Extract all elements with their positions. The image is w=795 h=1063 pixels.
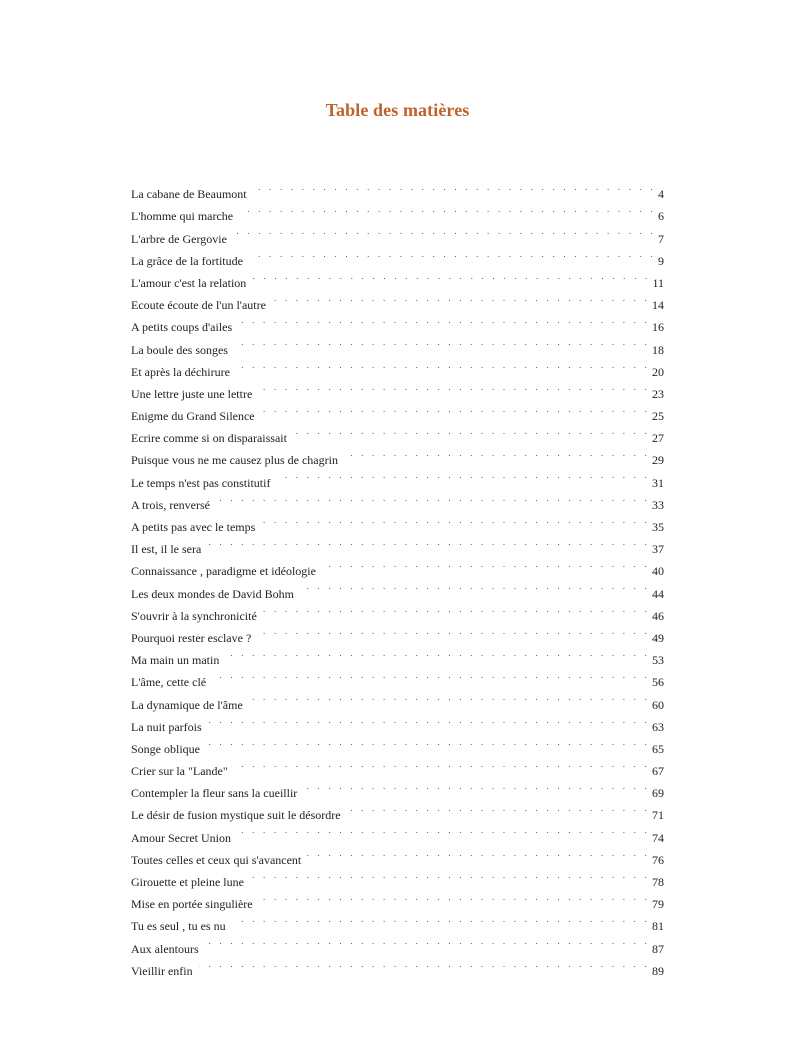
- toc-entry-title: La boule des songes: [131, 339, 234, 361]
- toc-leader-dots: [322, 553, 650, 575]
- toc-entry-title: Amour Secret Union: [131, 827, 237, 849]
- toc-leader-dots: [253, 176, 656, 198]
- toc-leader-dots: [258, 376, 650, 398]
- toc-entry-page-number: 63: [650, 716, 664, 738]
- toc-leader-dots: [261, 509, 650, 531]
- toc-leader-dots: [238, 309, 650, 331]
- toc-leader-dots: [307, 842, 650, 864]
- toc-entry-page-number: 53: [650, 649, 664, 671]
- toc-leader-dots: [263, 598, 650, 620]
- toc-leader-dots: [347, 797, 650, 819]
- toc-entry-title: Crier sur la "Lande": [131, 760, 234, 782]
- toc-entry[interactable]: [131, 953, 664, 978]
- toc-entry-title: Le temps n'est pas constitutif: [131, 472, 276, 494]
- toc-entry-title: Les deux mondes de David Bohm: [131, 583, 300, 605]
- toc-entry-page-number: 18: [650, 339, 664, 361]
- toc-leader-dots: [272, 287, 650, 309]
- toc-entry-title: Une lettre juste une lettre: [131, 383, 258, 405]
- toc-entry-title: A petits pas avec le temps: [131, 516, 261, 538]
- toc-leader-dots: [234, 331, 650, 353]
- toc-entry-title: Girouette et pleine lune: [131, 871, 250, 893]
- toc-leader-dots: [239, 198, 656, 220]
- toc-entry-page-number: 44: [650, 583, 664, 605]
- toc-entry-page-number: 81: [650, 915, 664, 937]
- toc-entry-page-number: 87: [650, 938, 664, 960]
- toc-entry[interactable]: [131, 731, 664, 756]
- toc-leader-dots: [249, 243, 656, 265]
- toc-leader-dots: [293, 420, 650, 442]
- toc-leader-dots: [234, 753, 650, 775]
- toc-entry-title: Le désir de fusion mystique suit le désordre: [131, 804, 347, 826]
- toc-entry-title: Songe oblique: [131, 738, 206, 760]
- toc-entry-title: Pourquoi rester esclave ?: [131, 627, 257, 649]
- toc-entry-page-number: 14: [650, 294, 664, 316]
- toc-entry-title: L'âme, cette clé: [131, 671, 212, 693]
- toc-entry-page-number: 7: [656, 228, 664, 250]
- toc-leader-dots: [276, 464, 650, 486]
- toc-leader-dots: [225, 642, 650, 664]
- toc-entry[interactable]: [131, 753, 664, 779]
- toc-entry[interactable]: [131, 553, 664, 579]
- toc-entry-title: Mise en portée singulière: [131, 893, 259, 915]
- toc-entry-title: La nuit parfois: [131, 716, 208, 738]
- toc-entry-page-number: 6: [656, 205, 664, 227]
- toc-leader-dots: [344, 442, 650, 464]
- toc-leader-dots: [250, 864, 650, 886]
- toc-entry-page-number: 27: [650, 427, 664, 449]
- toc-entry[interactable]: [131, 930, 664, 956]
- toc-entry-page-number: 4: [656, 183, 664, 205]
- toc-entry-page-number: 31: [650, 472, 664, 494]
- toc-leader-dots: [207, 531, 650, 553]
- toc-entry-title: Vieillir enfin: [131, 960, 199, 982]
- toc-leader-dots: [206, 731, 650, 753]
- toc-entry-page-number: 78: [650, 871, 664, 893]
- toc-leader-dots: [259, 886, 650, 908]
- toc-entry-page-number: 9: [656, 250, 664, 272]
- toc-entry-title: A petits coups d'ailes: [131, 316, 238, 338]
- toc-entry-title: Ecrire comme si on disparaissait: [131, 427, 293, 449]
- toc-entry-page-number: 67: [650, 760, 664, 782]
- toc-entry[interactable]: [131, 531, 664, 557]
- toc-leader-dots: [216, 487, 650, 509]
- toc-entry-page-number: 79: [650, 893, 664, 915]
- toc-entry-page-number: 60: [650, 694, 664, 716]
- page-title: Table des matières: [325, 100, 470, 120]
- toc-entry-page-number: 37: [650, 538, 664, 560]
- toc-entry-page-number: 89: [650, 960, 664, 982]
- toc-leader-dots: [261, 398, 650, 420]
- toc-leader-dots: [236, 354, 650, 376]
- toc-entry-title: La cabane de Beaumont: [131, 183, 253, 205]
- toc-entry-title: Toutes celles et ceux qui s'avancent: [131, 849, 307, 871]
- toc-leader-dots: [233, 220, 656, 242]
- toc-entry-title: A trois, renversé: [131, 494, 216, 516]
- toc-entry-title: Aux alentours: [131, 938, 205, 960]
- toc-entry-page-number: 29: [650, 449, 664, 471]
- toc-entry-page-number: 46: [650, 605, 664, 627]
- toc-entry-title: L'homme qui marche: [131, 205, 239, 227]
- toc-leader-dots: [232, 908, 650, 930]
- toc-entry-page-number: 69: [650, 782, 664, 804]
- toc-entry-page-number: 74: [650, 827, 664, 849]
- toc-leader-dots: [212, 664, 650, 686]
- toc-entry-page-number: 56: [650, 671, 664, 693]
- toc-entry-title: Contempler la fleur sans la cueillir: [131, 782, 303, 804]
- toc-entry-title: Puisque vous ne me causez plus de chagrin: [131, 449, 344, 471]
- toc-entry-page-number: 35: [650, 516, 664, 538]
- toc-leader-dots: [300, 575, 650, 597]
- toc-leader-dots: [303, 775, 650, 797]
- toc-entry-title: Ma main un matin: [131, 649, 225, 671]
- toc-entry-page-number: 49: [650, 627, 664, 649]
- toc-leader-dots: [249, 686, 650, 708]
- toc-entry[interactable]: [131, 176, 664, 202]
- toc-entry-page-number: 11: [650, 272, 664, 294]
- toc-leader-dots: [205, 930, 650, 952]
- toc-entry-page-number: 76: [650, 849, 664, 871]
- toc-leader-dots: [252, 265, 650, 287]
- toc-entry-page-number: 20: [650, 361, 664, 383]
- toc-entry-title: L'arbre de Gergovie: [131, 228, 233, 250]
- toc-entry-title: Et après la déchirure: [131, 361, 236, 383]
- toc-entry-title: Ecoute écoute de l'un l'autre: [131, 294, 272, 316]
- toc-entry-title: La dynamique de l'âme: [131, 694, 249, 716]
- toc-entry-title: S'ouvrir à la synchronicité: [131, 605, 263, 627]
- toc-entry-page-number: 65: [650, 738, 664, 760]
- toc-entry-page-number: 33: [650, 494, 664, 516]
- toc-leader-dots: [208, 709, 650, 731]
- toc-leader-dots: [199, 953, 650, 975]
- toc-entry[interactable]: [131, 709, 664, 734]
- toc-entry-page-number: 71: [650, 804, 664, 826]
- table-of-contents: [131, 176, 664, 978]
- toc-entry-page-number: 40: [650, 560, 664, 582]
- toc-entry-page-number: 25: [650, 405, 664, 427]
- toc-entry-title: Enigme du Grand Silence: [131, 405, 261, 427]
- toc-leader-dots: [237, 819, 650, 841]
- toc-entry-title: L'amour c'est la relation: [131, 272, 252, 294]
- toc-entry-title: Connaissance , paradigme et idéologie: [131, 560, 322, 582]
- toc-entry-page-number: 23: [650, 383, 664, 405]
- toc-entry-title: La grâce de la fortitude: [131, 250, 249, 272]
- toc-entry-title: Il est, il le sera: [131, 538, 207, 560]
- toc-entry-title: Tu es seul , tu es nu: [131, 915, 232, 937]
- toc-entry-page-number: 16: [650, 316, 664, 338]
- toc-leader-dots: [257, 620, 650, 642]
